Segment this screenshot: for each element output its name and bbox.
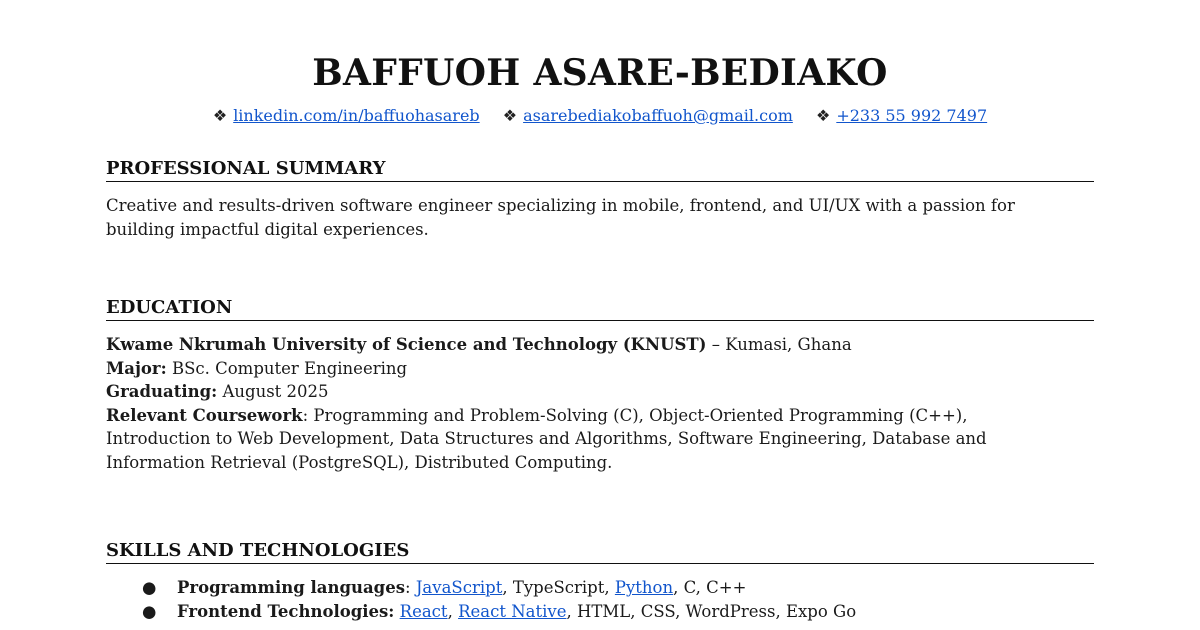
summary-line: Creative and results-driven software engineer specializing in mobile, frontend, and UI/UX with a passion for	[106, 196, 1015, 215]
education-body	[106, 333, 1094, 474]
summary-line: building impactful digital experiences.	[106, 219, 429, 239]
skill-link[interactable]: React Native	[458, 601, 567, 621]
section-title-skills: SKILLS AND TECHNOLOGIES	[106, 540, 1094, 564]
school-location: – Kumasi, Ghana	[706, 335, 852, 354]
skill-link[interactable]: JavaScript	[415, 578, 503, 597]
contact-bar	[0, 106, 1200, 125]
skill-text: , HTML, CSS, WordPress, Expo Go	[566, 601, 857, 621]
graduation-label: Graduating:	[106, 382, 218, 401]
skill-label: Programming languages	[177, 578, 405, 597]
graduation-value: August 2025	[217, 382, 329, 401]
bullet-icon: ●	[142, 601, 157, 621]
major-label: Major:	[106, 358, 167, 378]
skill-text: , C, C++	[673, 578, 747, 597]
phone-link[interactable]: +233 55 992 7497	[836, 106, 988, 125]
coursework-line: Introduction to Web Development, Data Structures and Algorithms, Software Engineering, Database and	[106, 429, 987, 448]
diamond-bullet-icon: ❖	[212, 106, 228, 125]
coursework-text: : Programming and Problem-Solving (C), Object-Oriented Programming (C++),	[302, 405, 968, 425]
school-name: Kwame Nkrumah University of Science and Technology (KNUST)	[106, 335, 707, 354]
coursework-line	[106, 404, 1094, 428]
section-title-summary: PROFESSIONAL SUMMARY	[106, 158, 1094, 182]
skill-label: Frontend Technologies:	[177, 601, 395, 621]
skill-text: , TypeScript,	[502, 578, 615, 597]
section-title-education: EDUCATION	[106, 297, 1094, 321]
graduation-line	[106, 380, 1094, 404]
skill-separator: :	[405, 578, 416, 597]
skill-link[interactable]: Python	[614, 578, 674, 597]
diamond-bullet-icon: ❖	[815, 106, 831, 125]
education-section	[106, 297, 1094, 474]
email-link[interactable]: asarebediakobaffuoh@gmail.com	[523, 106, 793, 125]
skills-section	[106, 540, 1094, 623]
school-line	[106, 333, 1094, 357]
coursework-label: Relevant Coursework	[106, 405, 303, 425]
candidate-name: BAFFUOH ASARE-BEDIAKO	[312, 52, 888, 94]
coursework-line: Information Retrieval (PostgreSQL), Distributed Computing.	[106, 452, 613, 472]
skill-link[interactable]: React	[399, 601, 448, 621]
diamond-bullet-icon: ❖	[502, 106, 518, 125]
summary-text	[106, 194, 1094, 241]
linkedin-link[interactable]: linkedin.com/in/baffuohasareb	[233, 106, 480, 125]
skills-list	[106, 576, 1094, 623]
list-item	[106, 576, 1094, 600]
list-item	[106, 600, 1094, 624]
bullet-icon: ●	[142, 578, 157, 597]
contact-email	[503, 106, 793, 125]
major-value: BSc. Computer Engineering	[166, 358, 408, 378]
major-line	[106, 357, 1094, 381]
contact-phone	[816, 106, 987, 125]
summary-section	[106, 158, 1094, 241]
contact-linkedin	[213, 106, 480, 125]
skill-text: ,	[447, 601, 459, 621]
